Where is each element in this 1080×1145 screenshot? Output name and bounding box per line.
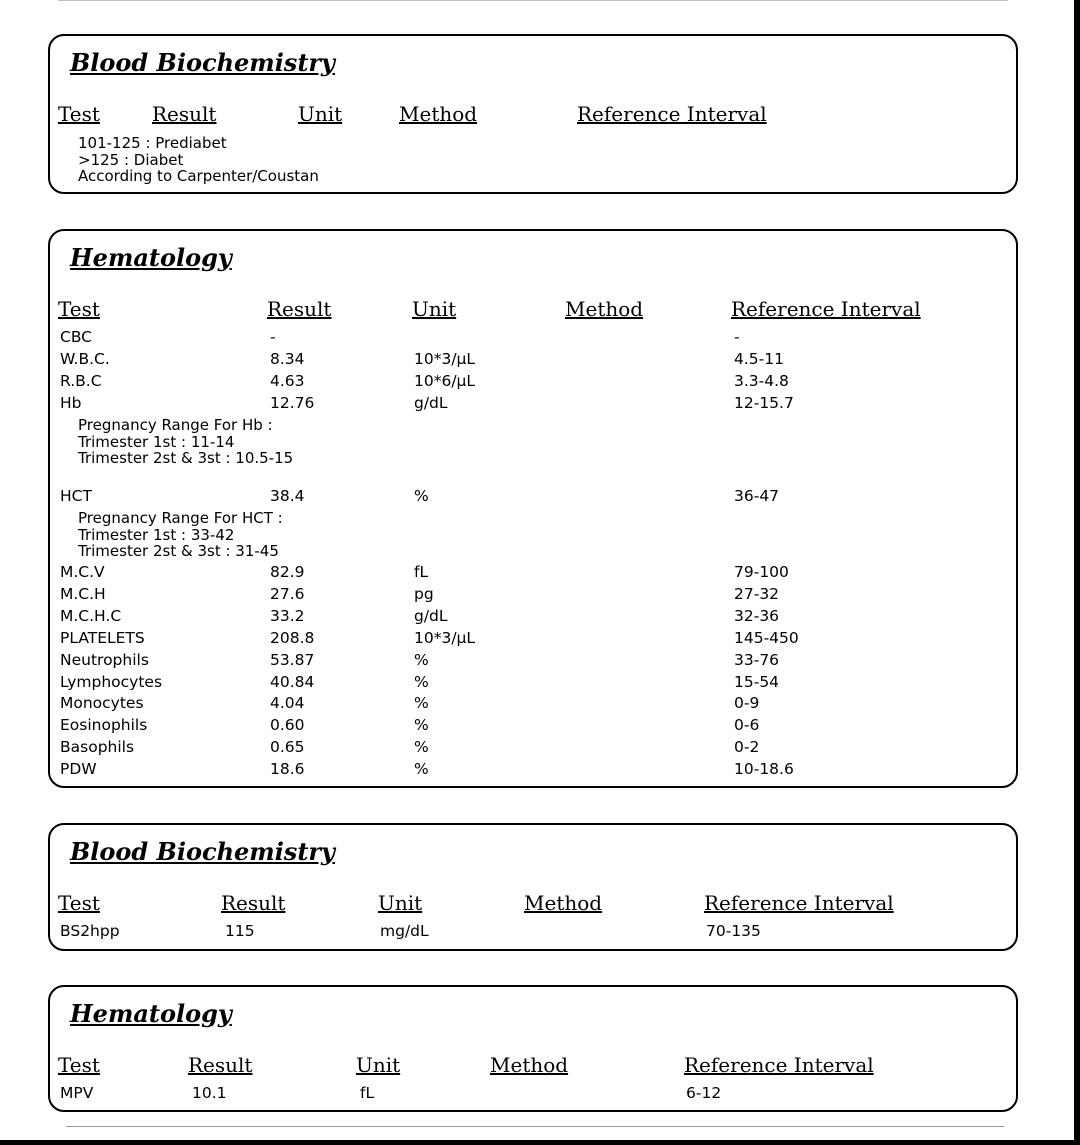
cell-test: Monocytes <box>60 694 144 712</box>
cell-reference: 12-15.7 <box>734 394 794 412</box>
cell-test: M.C.H.C <box>60 607 122 625</box>
cell-result: 10.1 <box>192 1084 227 1102</box>
header-unit: Unit <box>378 891 423 915</box>
table-row <box>50 673 1016 695</box>
page-border-right <box>1074 0 1080 1145</box>
blood-biochemistry-panel-1 <box>48 34 1018 194</box>
table-row <box>50 372 1016 394</box>
table-row <box>50 760 1016 782</box>
note-line: Pregnancy Range For Hb : <box>78 416 273 434</box>
page-border-bottom <box>0 1140 1080 1145</box>
blood-biochemistry-panel-2 <box>48 823 1018 951</box>
cell-unit: fL <box>414 563 429 581</box>
cell-result: 18.6 <box>270 760 305 778</box>
cell-reference: 32-36 <box>734 607 780 625</box>
cell-result: 4.04 <box>270 694 305 712</box>
cell-unit: 10*3/µL <box>414 350 476 368</box>
cell-reference: 10-18.6 <box>734 760 794 778</box>
header-test: Test <box>58 102 100 126</box>
table-row <box>50 487 1016 509</box>
cell-reference: 145-450 <box>734 629 799 647</box>
header-method: Method <box>399 102 478 126</box>
note-line: Trimester 1st : 33-42 <box>78 525 235 544</box>
table-row <box>50 563 1016 585</box>
header-reference-interval: Reference Interval <box>684 1053 874 1077</box>
cell-reference: 0-9 <box>734 694 760 712</box>
note-line: 101-125 : Prediabet <box>78 134 227 152</box>
header-reference-interval: Reference Interval <box>577 102 767 126</box>
cell-unit: % <box>414 673 429 691</box>
cell-test: Basophils <box>60 738 135 756</box>
header-method: Method <box>565 297 644 321</box>
table-row <box>50 394 1016 416</box>
header-test: Test <box>58 1053 100 1077</box>
note-line: Trimester 1st : 11-14 <box>78 432 235 451</box>
table-row <box>50 350 1016 372</box>
header-unit: Unit <box>356 1053 401 1077</box>
cell-test: M.C.H <box>60 585 106 603</box>
reference-note <box>78 135 319 185</box>
cell-reference: 0-6 <box>734 716 760 734</box>
table-row <box>50 694 1016 716</box>
cell-result: 40.84 <box>270 673 315 691</box>
cell-unit: pg <box>414 585 434 603</box>
cell-reference: 0-2 <box>734 738 760 756</box>
cell-reference: 36-47 <box>734 487 780 505</box>
cell-test: Eosinophils <box>60 716 148 734</box>
header-unit: Unit <box>298 102 343 126</box>
hct-pregnancy-note <box>78 510 283 560</box>
panel-title: Blood Biochemistry <box>70 837 335 866</box>
cell-unit: g/dL <box>414 607 448 625</box>
cell-reference: 27-32 <box>734 585 780 603</box>
table-row <box>50 328 1016 350</box>
table-row <box>50 651 1016 673</box>
cell-test: Lymphocytes <box>60 673 163 691</box>
table-row <box>50 1084 1016 1106</box>
header-test: Test <box>58 297 100 321</box>
cell-result: 53.87 <box>270 651 315 669</box>
hematology-panel-2 <box>48 985 1018 1112</box>
cell-unit: mg/dL <box>380 922 429 940</box>
table-row <box>50 716 1016 738</box>
cell-result: 82.9 <box>270 563 305 581</box>
cell-result: 0.60 <box>270 716 305 734</box>
cell-unit: g/dL <box>414 394 448 412</box>
table-row <box>50 607 1016 629</box>
header-reference-interval: Reference Interval <box>704 891 894 915</box>
header-result: Result <box>152 102 217 126</box>
header-method: Method <box>524 891 603 915</box>
header-test: Test <box>58 891 100 915</box>
cell-test: R.B.C <box>60 372 102 390</box>
top-divider <box>58 0 1008 1</box>
cell-result: 33.2 <box>270 607 305 625</box>
cell-test: BS2hpp <box>60 922 120 940</box>
cell-result: 12.76 <box>270 394 315 412</box>
cell-unit: % <box>414 651 429 669</box>
cell-test: HCT <box>60 487 92 505</box>
header-result: Result <box>188 1053 253 1077</box>
cell-test: W.B.C. <box>60 350 110 368</box>
cell-result: 8.34 <box>270 350 305 368</box>
note-line: Pregnancy Range For HCT : <box>78 509 283 527</box>
cell-result: 4.63 <box>270 372 305 390</box>
cell-test: Neutrophils <box>60 651 149 669</box>
cell-test: PLATELETS <box>60 629 145 647</box>
header-unit: Unit <box>412 297 457 321</box>
cell-reference: 15-54 <box>734 673 780 691</box>
header-result: Result <box>221 891 286 915</box>
note-line: Trimester 2st & 3st : 31-45 <box>78 542 279 560</box>
cell-unit: % <box>414 716 429 734</box>
cell-reference: - <box>734 328 740 346</box>
cell-test: M.C.V <box>60 563 105 581</box>
header-result: Result <box>267 297 332 321</box>
cell-result: 38.4 <box>270 487 305 505</box>
table-row <box>50 922 1016 944</box>
cell-reference: 4.5-11 <box>734 350 784 368</box>
cell-reference: 33-76 <box>734 651 780 669</box>
table-row <box>50 585 1016 607</box>
cell-reference: 6-12 <box>686 1084 722 1102</box>
cell-result: 27.6 <box>270 585 305 603</box>
hematology-panel-1 <box>48 229 1018 788</box>
cell-reference: 70-135 <box>706 922 761 940</box>
cell-result: 208.8 <box>270 629 315 647</box>
header-reference-interval: Reference Interval <box>731 297 921 321</box>
bottom-divider <box>66 1126 1004 1127</box>
panel-title: Hematology <box>70 999 232 1028</box>
cell-test: MPV <box>60 1084 94 1102</box>
cell-reference: 3.3-4.8 <box>734 372 789 390</box>
cell-unit: % <box>414 487 429 505</box>
panel-title: Blood Biochemistry <box>70 48 335 77</box>
cell-unit: % <box>414 738 429 756</box>
cell-test: PDW <box>60 760 97 778</box>
cell-unit: 10*6/µL <box>414 372 476 390</box>
cell-result: - <box>270 328 276 346</box>
header-method: Method <box>490 1053 569 1077</box>
cell-test: CBC <box>60 328 93 346</box>
note-line: According to Carpenter/Coustan <box>78 167 319 185</box>
table-row <box>50 738 1016 760</box>
panel-title: Hematology <box>70 243 232 272</box>
cell-unit: fL <box>360 1084 375 1102</box>
cell-unit: 10*3/µL <box>414 629 476 647</box>
cell-unit: % <box>414 694 429 712</box>
cell-result: 115 <box>225 922 255 940</box>
note-line: Trimester 2st & 3st : 10.5-15 <box>78 449 294 467</box>
note-line: >125 : Diabet <box>78 150 184 169</box>
cell-result: 0.65 <box>270 738 305 756</box>
cell-test: Hb <box>60 394 82 412</box>
cell-unit: % <box>414 760 429 778</box>
table-row <box>50 629 1016 651</box>
hb-pregnancy-note <box>78 417 293 467</box>
cell-reference: 79-100 <box>734 563 789 581</box>
